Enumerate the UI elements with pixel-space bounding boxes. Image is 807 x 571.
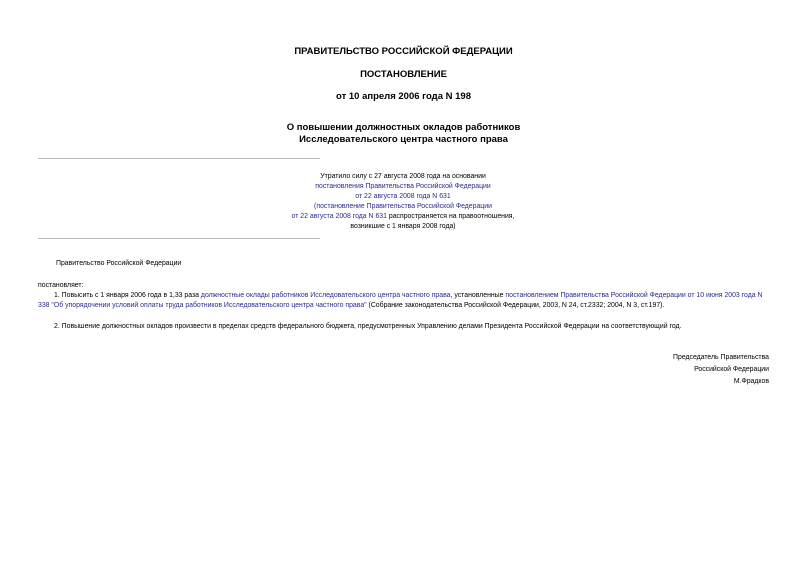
date-number-heading: от 10 апреля 2006 года N 198 [336,91,471,102]
note-link-date[interactable]: от 22 августа 2008 года N 631 [355,193,451,201]
government-heading: ПРАВИТЕЛЬСТВО РОССИЙСКОЙ ФЕДЕРАЦИИ [294,46,513,57]
divider-bottom [38,238,320,239]
paragraph-1-text-c: (Собрание законодательства Российской Федерации, 2003, N 24, ст.2332; 2004, N 3, ст.197). [366,302,665,310]
paragraph-1-text-b: , установленные [450,292,506,299]
document-title [0,122,807,145]
document-title-line1: О повышении должностных окладов работников [286,122,521,133]
signature-name: М.Фрадков [733,377,769,385]
decree-word: постановляет: [38,282,84,289]
paragraph-1-link-decree[interactable]: постановлением Правительства Российской Федерации от 10 июня 2003 года N 338 "Об упорядочении условий оплаты труда работников Исследовательского центра частного права" [38,292,763,310]
document-type-heading: ПОСТАНОВЛЕНИЕ [360,69,447,80]
signature-line1: Председатель Правительства [673,354,769,361]
paragraph-1-link-salaries[interactable]: должностные оклады работников Исследовательского центра частного права [200,292,451,299]
paragraph-1 [38,291,770,312]
note-line4-tail: распространяется на правоотношения, [386,213,515,221]
note-link-date-2[interactable]: от 22 августа 2008 года N 631 [291,213,387,221]
note-link-decree-2[interactable]: (постановление Правительства Российской Федерации [314,203,492,211]
paragraph-1-text-a: 1. Повысить с 1 января 2006 года в 1,33 раза [54,292,201,299]
note-line5: возникшие с 1 января 2008 года) [350,223,456,231]
issuing-body: Правительство Российской Федерации [56,260,182,267]
paragraph-2: 2. Повышение должностных окладов произвести в пределах средств федерального бюджета, предусмотренных Управлению делами Президента Российской Федерации на соответствующий год. [54,323,682,330]
signature-block [569,352,769,387]
signature-line2: Российской Федерации [694,365,769,373]
note-line1: Утратило силу с 27 августа 2008 года на основании [320,173,486,180]
document-title-line2: Исследовательского центра частного права [299,133,508,145]
note-link-decree[interactable]: постановления Правительства Российской Федерации [315,183,491,191]
status-note [38,172,768,233]
divider-top [38,158,320,159]
